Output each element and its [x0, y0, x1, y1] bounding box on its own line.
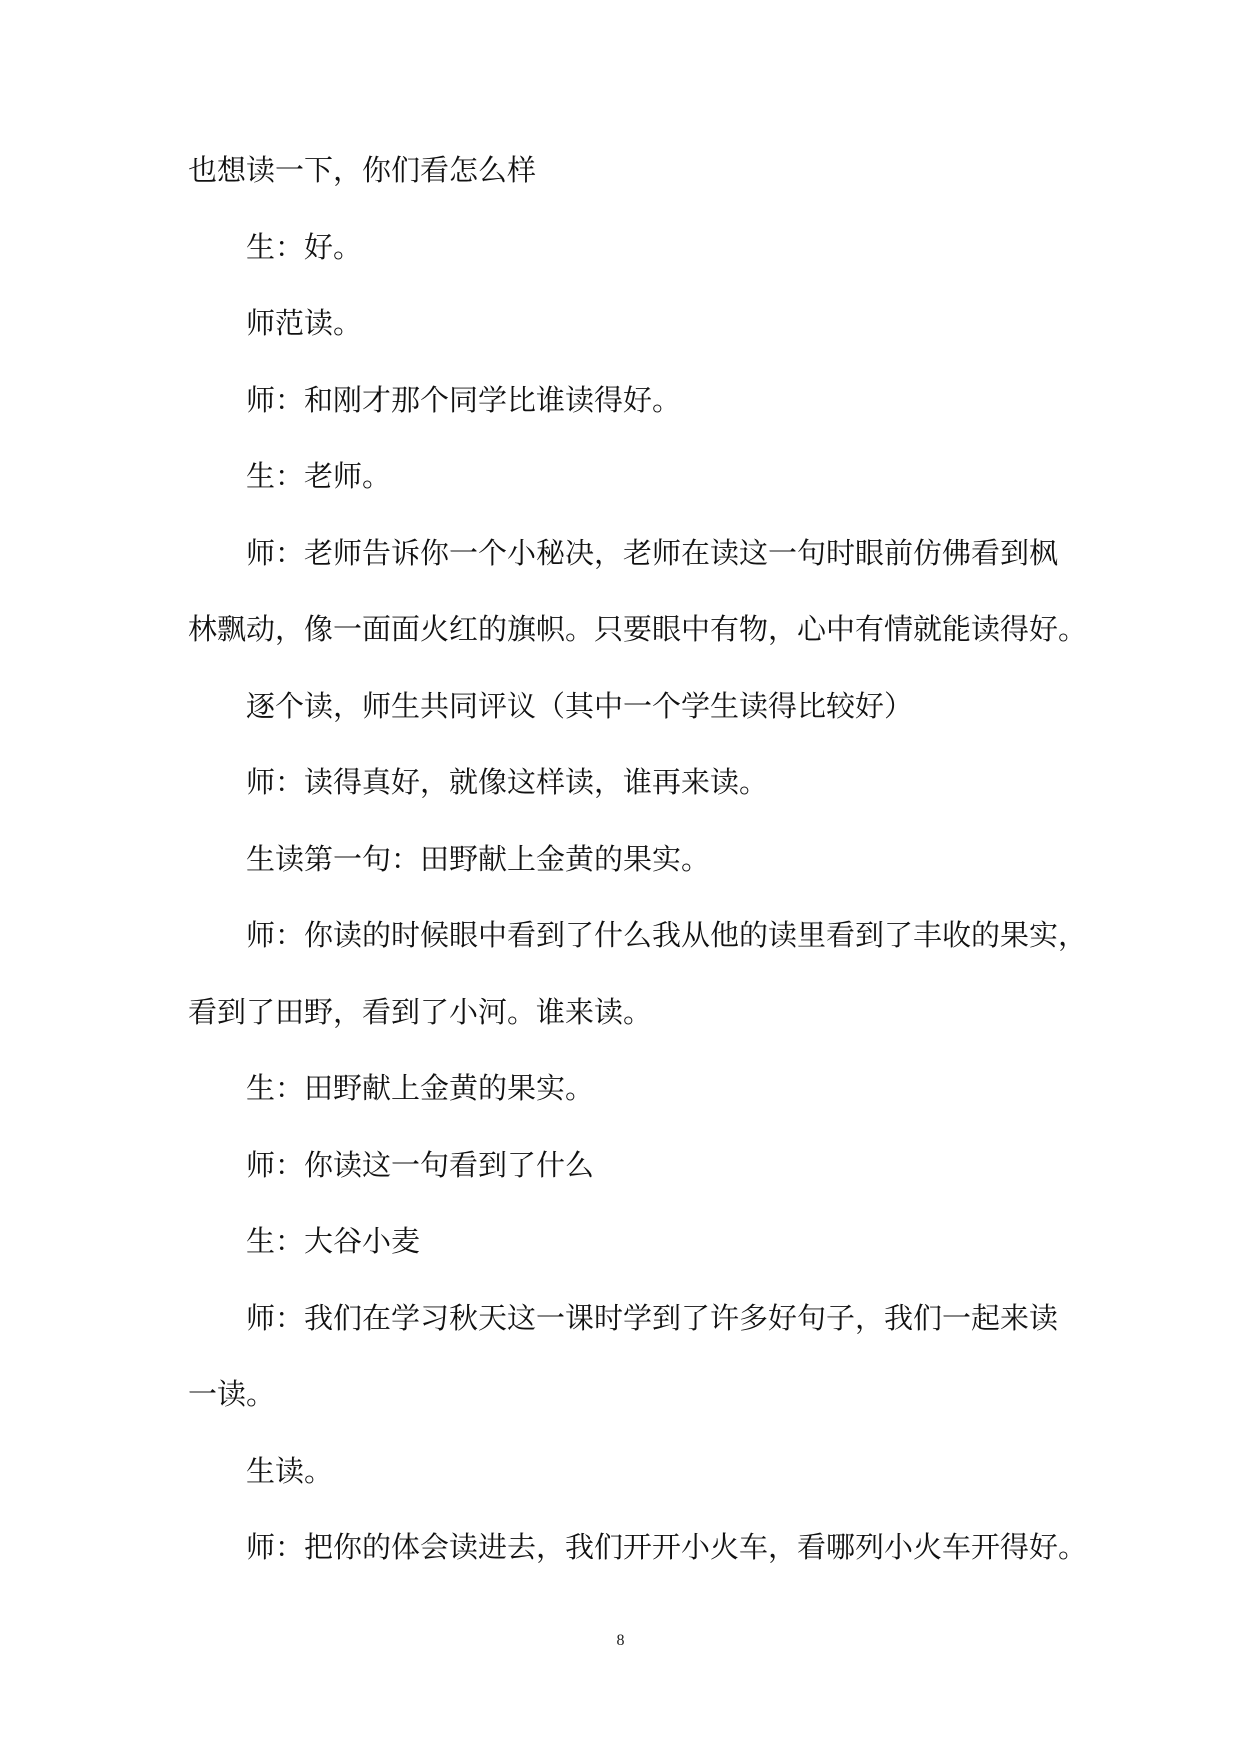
page-number: 8: [616, 1632, 625, 1649]
text-line: 林飘动，像一面面火红的旗帜。只要眼中有物，心中有情就能读得好。: [188, 612, 1088, 646]
text-line: 看到了田野，看到了小河。谁来读。: [188, 994, 653, 1029]
text-line: 师：你读的时候眼中看到了什么我从他的读里看到了丰收的果实，: [246, 918, 1088, 952]
text-line: 逐个读，师生共同评议（其中一个学生读得比较好）: [246, 688, 914, 723]
text-line: 师范读。: [246, 306, 363, 340]
document-body: [188, 138, 1088, 1592]
text-line: 生读第一句：田野献上金黄的果实。: [246, 841, 711, 876]
text-line: 生：田野献上金黄的果实。: [246, 1071, 595, 1105]
text-line: 师：老师告诉你一个小秘决，老师在读这一句时眼前仿佛看到枫: [246, 535, 1059, 570]
text-line: 一读。: [188, 1377, 276, 1411]
text-line: 师：我们在学习秋天这一课时学到了许多好句子，我们一起来读: [246, 1300, 1059, 1335]
text-line: 师：和刚才那个同学比谁读得好。: [246, 382, 682, 417]
text-line: 生：好。: [246, 229, 363, 264]
text-line: 师：把你的体会读进去，我们开开小火车，看哪列小火车开得好。: [246, 1530, 1088, 1564]
text-line: 生：老师。: [246, 459, 392, 493]
text-line: 师：你读这一句看到了什么: [246, 1147, 595, 1182]
text-line: 师：读得真好，就像这样读，谁再来读。: [246, 765, 769, 799]
text-line: 生读。: [246, 1453, 334, 1488]
text-line: 生：大谷小麦: [246, 1224, 421, 1258]
text-line: 也想读一下，你们看怎么样: [188, 153, 537, 187]
